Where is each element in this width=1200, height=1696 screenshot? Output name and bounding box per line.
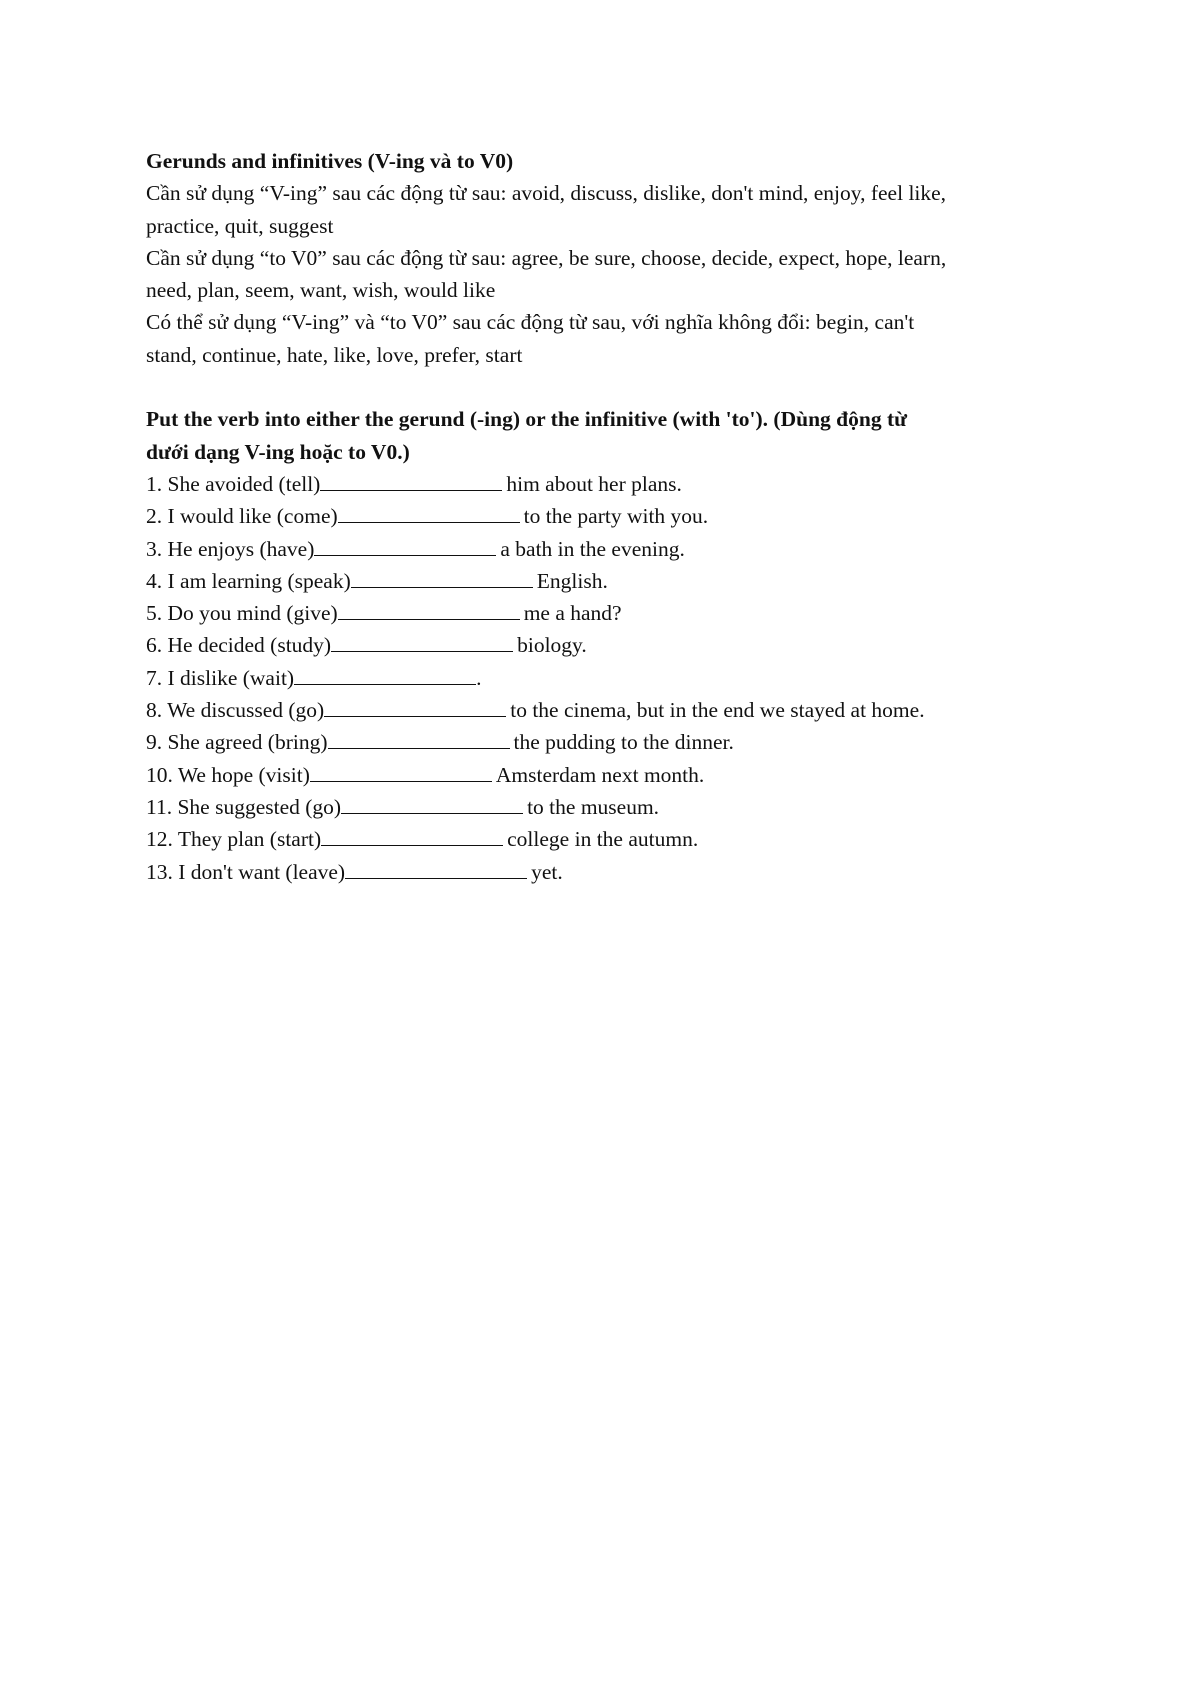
theory-line: Cần sử dụng “to V0” sau các động từ sau: agree, be sure, choose, decide, expect, hope, learn,: [146, 245, 947, 270]
answer-blank[interactable]: [320, 470, 502, 491]
theory-line: stand, continue, hate, like, love, prefer, start: [146, 342, 523, 367]
item-prompt: 13. I don't want (leave): [146, 859, 346, 884]
item-rest: to the party with you.: [523, 504, 709, 529]
document-page: [146, 145, 1076, 888]
answer-blank[interactable]: [351, 567, 533, 588]
exercise-item: [146, 597, 1076, 629]
item-rest: to the museum.: [527, 794, 660, 819]
exercise-item: [146, 500, 1076, 532]
theory-line: Có thể sử dụng “V-ing” và “to V0” sau các động từ sau, với nghĩa không đổi: begin, can't: [146, 310, 915, 335]
item-rest: college in the autumn.: [507, 827, 699, 852]
answer-blank[interactable]: [324, 696, 506, 717]
answer-blank[interactable]: [331, 631, 513, 652]
exercise-item: [146, 662, 1076, 694]
item-prompt: 9. She agreed (bring): [146, 730, 328, 755]
theory-line: practice, quit, suggest: [146, 213, 334, 238]
exercise-item: [146, 565, 1076, 597]
item-prompt: 8. We discussed (go): [146, 698, 325, 723]
exercise-item: [146, 759, 1076, 791]
item-rest: Amsterdam next month.: [495, 762, 705, 787]
item-prompt: 5. Do you mind (give): [146, 601, 338, 626]
item-rest: a bath in the evening.: [500, 536, 685, 561]
exercise-item: [146, 533, 1076, 565]
item-prompt: 3. He enjoys (have): [146, 536, 315, 561]
item-prompt: 2. I would like (come): [146, 504, 338, 529]
item-prompt: 4. I am learning (speak): [146, 568, 351, 593]
item-rest: yet.: [531, 859, 563, 884]
answer-blank[interactable]: [345, 858, 527, 879]
answer-blank[interactable]: [338, 502, 520, 523]
item-prompt: 7. I dislike (wait): [146, 665, 295, 690]
item-rest: English.: [536, 568, 608, 593]
answer-blank[interactable]: [338, 599, 520, 620]
theory-line: Cần sử dụng “V-ing” sau các động từ sau: avoid, discuss, dislike, don't mind, enjoy, feel like,: [146, 181, 947, 206]
exercise-item: [146, 856, 1076, 888]
answer-blank[interactable]: [341, 793, 523, 814]
item-prompt: 10. We hope (visit): [146, 762, 310, 787]
exercise-instruction: dưới dạng V-ing hoặc to V0.): [146, 439, 410, 464]
item-prompt: 1. She avoided (tell): [146, 471, 321, 496]
item-rest: him about her plans.: [506, 471, 682, 496]
item-rest: to the cinema, but in the end we stayed at home.: [510, 698, 925, 723]
exercise-item: [146, 468, 1076, 500]
exercise-item: [146, 629, 1076, 661]
exercise-item: [146, 694, 1076, 726]
answer-blank[interactable]: [310, 761, 492, 782]
paragraph-spacer: [146, 371, 1076, 403]
item-rest: .: [476, 665, 482, 690]
answer-blank[interactable]: [328, 728, 510, 749]
item-prompt: 11. She suggested (go): [146, 794, 342, 819]
theory-title: Gerunds and infinitives (V-ing và to V0): [146, 149, 514, 173]
item-rest: me a hand?: [523, 601, 622, 626]
item-rest: biology.: [517, 633, 587, 658]
answer-blank[interactable]: [314, 535, 496, 556]
answer-blank[interactable]: [294, 664, 476, 685]
exercise-item: [146, 823, 1076, 855]
exercise-list: [146, 468, 1076, 888]
answer-blank[interactable]: [321, 825, 503, 846]
exercise-item: [146, 726, 1076, 758]
item-rest: the pudding to the dinner.: [513, 730, 734, 755]
item-prompt: 12. They plan (start): [146, 827, 322, 852]
exercise-item: [146, 791, 1076, 823]
theory-line: need, plan, seem, want, wish, would like: [146, 278, 496, 303]
item-prompt: 6. He decided (study): [146, 633, 332, 658]
exercise-instruction: Put the verb into either the gerund (-ing) or the infinitive (with 'to'). (Dùng động từ: [146, 407, 908, 432]
